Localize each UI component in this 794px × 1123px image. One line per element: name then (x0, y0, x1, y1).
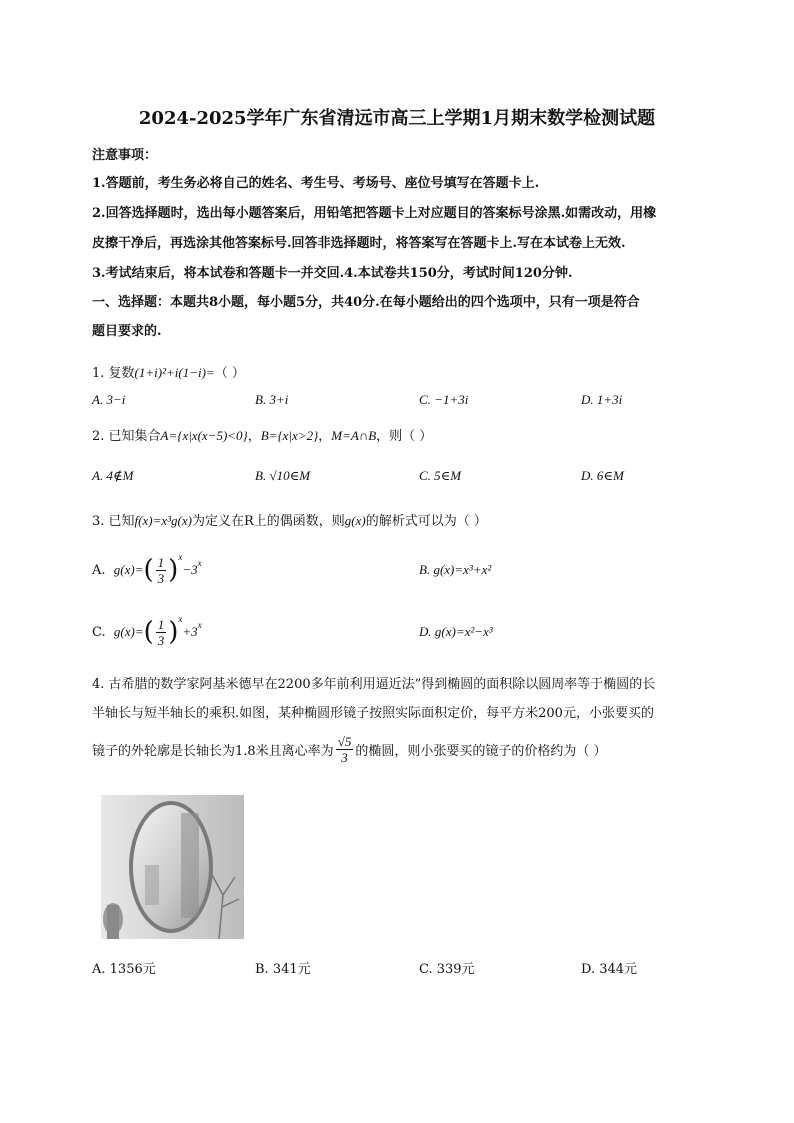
section-1-heading-line-1: 一、选择题：本题共8小题，每小题5分，共40分.在每小题给出的四个选项中，只有一项是符合 (92, 295, 640, 310)
question-4-option-a: A. 1356元 (92, 962, 156, 977)
question-3-option-a: A. g(x)= ( $\frac{1}{3}$ ) $^x$ −3 $^x$ (92, 552, 202, 586)
question-1-option-c: C. −1+3i (419, 392, 469, 407)
option-tail: −3 (182, 562, 198, 577)
fraction: $\frac{1}{3}$ (157, 554, 165, 586)
question-3-stem (92, 510, 487, 529)
question-1-prefix: 1. 复数 (92, 366, 135, 381)
question-4-line-3-prefix: 镜子的外轮廓是长轴长为1.8米且离心率为 (92, 744, 334, 759)
question-1-blank: （ ） (214, 366, 245, 381)
option-tail: +3 (182, 624, 198, 639)
eccentricity-fraction: $\frac{√5}{3}$ (337, 734, 352, 765)
question-3-option-c: C. g(x)= ( $\frac{1}{3}$ ) $^x$ +3 $^x$ (92, 614, 202, 648)
question-2-set-a: A={x|x(x−5)<0} (160, 428, 248, 443)
question-4-option-b: B. 341元 (255, 962, 311, 977)
question-2-option-a: A. 4∉M (92, 468, 134, 483)
question-2-stem (92, 425, 432, 444)
question-2-suffix: ，则（ ） (376, 429, 433, 444)
question-1-option-a: A. 3−i (92, 392, 126, 407)
question-3-prefix: 3. 已知 (92, 514, 135, 529)
question-1-expression: (1+i)²+i(1−i)= (134, 365, 215, 380)
question-2-option-d: D. 6∈M (581, 468, 624, 483)
question-4-line-2: 半轴长与短半轴长的乘积.如图，某种椭圆形镜子按照实际面积定价，每平方米200元，小张要买的 (92, 706, 654, 721)
question-3-g-symbol: g(x) (344, 513, 366, 528)
question-4-line-3 (92, 734, 606, 765)
question-1-stem (92, 362, 245, 381)
question-3-suffix: 的解析式可以为（ ） (365, 514, 487, 529)
question-2-set-m: M=A∩B (331, 428, 377, 443)
fraction: $\frac{1}{3}$ (157, 616, 165, 648)
question-3-option-d: D. g(x)=x²−x³ (419, 624, 493, 639)
option-lhs: g(x)= (113, 624, 144, 639)
question-4-option-d: D. 344元 (581, 962, 638, 977)
question-2-option-b: B. √10∈M (255, 468, 311, 483)
question-2-separator-2: ， (318, 429, 332, 444)
question-4-option-c: C. 339元 (419, 962, 475, 977)
option-label: A. (92, 562, 106, 578)
question-1-option-d: D. 1+3i (581, 392, 623, 407)
notice-item-2-line-1: 2.回答选择题时，选出每小题答案后，用铅笔把答题卡上对应题目的答案标号涂黑.如需改动，用橡 (92, 206, 657, 221)
question-1-option-b: B. 3+i (255, 392, 289, 407)
question-2-prefix: 2. 已知集合 (92, 429, 161, 444)
question-2-set-b: B={x|x>2} (260, 428, 319, 443)
question-4-line-3-suffix: 的椭圆，则小张要买的镜子的价格约为（ ） (355, 744, 607, 759)
question-3-middle: 为定义在R上的偶函数，则 (191, 514, 345, 529)
section-1-heading-line-2: 题目要求的. (92, 324, 162, 339)
notice-item-2-line-2: 皮擦干净后，再选涂其他答案标号.回答非选择题时，将答案写在答题卡上.写在本试卷上无效. (92, 236, 626, 251)
mirror-photo (101, 795, 244, 939)
question-2-option-c: C. 5∈M (419, 468, 462, 483)
notice-item-3: 3.考试结束后，将本试卷和答题卡一并交回.4.本试卷共150分，考试时间120分钟. (92, 266, 573, 281)
option-lhs: g(x)= (113, 562, 144, 577)
question-2-separator-1: ， (247, 429, 261, 444)
option-label: C. (92, 624, 106, 640)
question-3-f-definition: f(x)=x³g(x) (134, 513, 192, 528)
page-title: 2024-2025学年广东省清远市高三上学期1月期末数学检测试题 (138, 108, 656, 129)
notice-heading: 注意事项： (92, 148, 158, 163)
notice-item-1: 1.答题前，考生务必将自己的姓名、考生号、考场号、座位号填写在答题卡上. (92, 176, 540, 191)
question-4-line-1: 4. 古希腊的数学家阿基米德早在2200多年前利用逼近法”得到椭圆的面积除以圆周率等于椭圆的长 (92, 677, 656, 692)
question-3-option-b: B. g(x)=x³+x² (419, 562, 492, 577)
